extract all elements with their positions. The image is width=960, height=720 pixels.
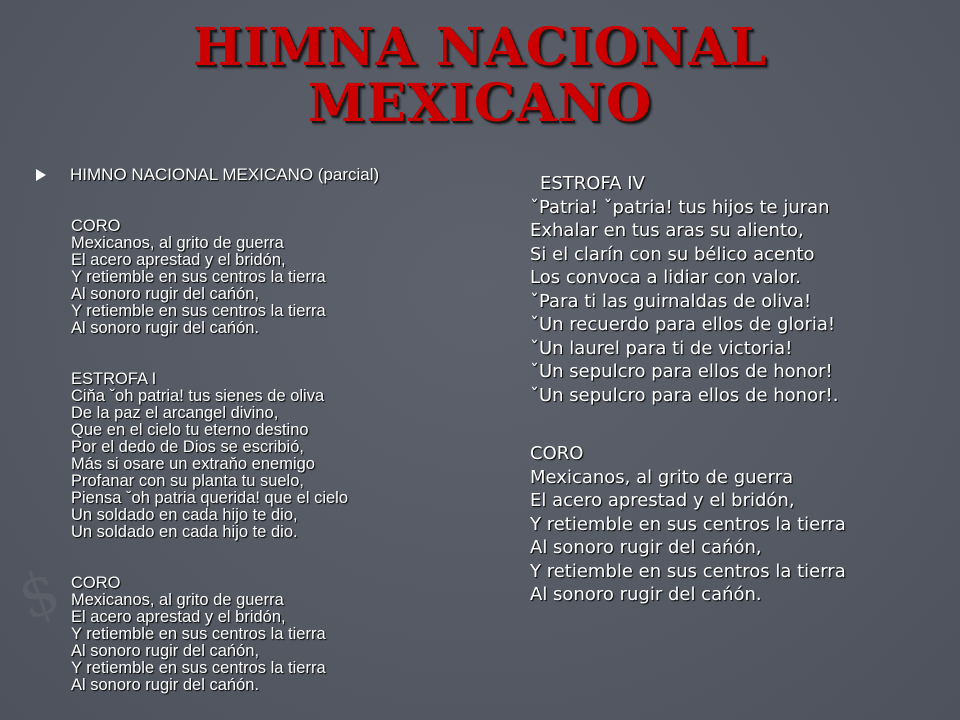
right-estrofa-4 xyxy=(530,172,950,407)
lyric-line: Al sonoro rugir del cańón, xyxy=(71,285,260,303)
lyric-line: Al sonoro rugir del cańón. xyxy=(530,584,762,605)
left-estrofa-1 xyxy=(71,371,476,541)
background-watermark: $ xyxy=(9,555,70,635)
lyric-line: El acero aprestad y el bridón, xyxy=(71,608,286,626)
lyric-line: Exhalar en tus aras su aliento, xyxy=(530,220,804,241)
lyric-line: De la paz el arcangel divino, xyxy=(71,404,279,422)
section-heading: ESTROFA IV xyxy=(540,173,645,194)
lyric-line: Más si osare un extraňo enemigo xyxy=(71,455,315,473)
lyric-line: ˇUn laurel para ti de victoria! xyxy=(530,337,793,359)
lyric-line: Profanar con su planta tu suelo, xyxy=(71,472,304,490)
lyric-line: Que en el cielo tu eterno destino xyxy=(71,421,309,439)
lyric-line: Al sonoro rugir del cańón. xyxy=(71,676,260,694)
bullet-text: HIMNO NACIONAL MEXICANO (parcial) xyxy=(70,165,380,184)
left-column xyxy=(36,164,476,720)
lyric-line: Al sonoro rugir del cańón. xyxy=(71,319,260,337)
lyric-line: Al sonoro rugir del cańón, xyxy=(530,537,762,558)
slide-title: HIMNA NACIONAL MEXICANO xyxy=(192,17,768,134)
lyric-line: Si el clarín con su bélico acento xyxy=(530,243,815,265)
lyric-line: Y retiemble en sus centros la tierra xyxy=(530,513,846,535)
lyric-line: Piensa ˇoh patria querida! que el cielo xyxy=(71,489,349,507)
section-heading: ESTROFA I xyxy=(71,370,157,388)
section-heading: CORO xyxy=(530,443,584,464)
lyric-line: Al sonoro rugir del cańón, xyxy=(71,642,260,660)
lyric-line: Y retiemble en sus centros la tierra xyxy=(530,560,846,582)
lyric-line: Por el dedo de Dios se escribió, xyxy=(71,438,304,456)
lyric-line: ˇPara ti las guirnaldas de oliva! xyxy=(530,290,812,312)
section-heading: CORO xyxy=(71,217,121,235)
left-coro-1 xyxy=(71,218,476,337)
lyric-line: ˇPatria! ˇpatria! tus hijos te juran xyxy=(530,196,830,218)
lyric-line: Un soldado en cada hijo te dio, xyxy=(71,506,298,524)
arrow-bullet-icon xyxy=(36,169,46,181)
lyric-line: El acero aprestad y el bridón, xyxy=(71,251,286,269)
lyric-line: ˇUn sepulcro para ellos de honor!. xyxy=(530,384,839,406)
lyric-line: Los convoca a lidiar con valor. xyxy=(530,267,801,288)
lyric-line: Mexicanos, al grito de guerra xyxy=(530,466,794,488)
lyric-line: ˇUn recuerdo para ellos de gloria! xyxy=(530,314,836,335)
lyric-line: Y retiemble en sus centros la tierra xyxy=(71,625,326,643)
lyric-line: ˇUn sepulcro para ellos de honor! xyxy=(530,361,833,382)
lyric-line: Mexicanos, al grito de guerra xyxy=(71,591,284,609)
lyric-line: Y retiemble en sus centros la tierra xyxy=(71,659,326,677)
left-coro-2 xyxy=(71,575,476,694)
right-coro xyxy=(530,442,950,607)
lyric-line: Ciňa ˇoh patria! tus sienes de oliva xyxy=(71,387,325,405)
section-heading: CORO xyxy=(71,574,121,592)
lyric-line: El acero aprestad y el bridón, xyxy=(530,490,795,511)
lyric-line: Y retiemble en sus centros la tierra xyxy=(71,268,326,286)
lyric-line: Un soldado en cada hijo te dio. xyxy=(71,523,298,541)
right-column xyxy=(530,172,950,607)
lyric-line: Y retiemble en sus centros la tierra xyxy=(71,302,326,320)
lyric-line: Mexicanos, al grito de guerra xyxy=(71,234,284,252)
bullet-item xyxy=(36,164,476,186)
